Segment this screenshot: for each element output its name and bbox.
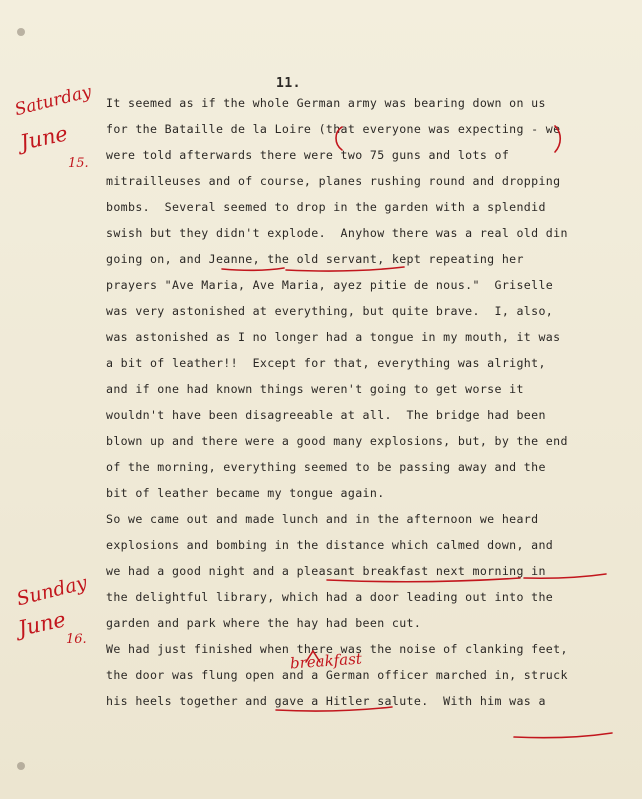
text-line: wouldn't have been disagreeable at all. The bridge had been bbox=[106, 408, 546, 422]
text-line: were told afterwards there were two 75 guns and lots of bbox=[106, 148, 510, 162]
margin-note-date: 16. bbox=[66, 632, 87, 647]
text-line: swish but they didn't explode. Anyhow there was a real old din bbox=[106, 226, 568, 240]
margin-note-sunday: Sunday bbox=[14, 571, 90, 611]
underline-with-him bbox=[514, 733, 612, 738]
text-line: going on, and Jeanne, the old servant, kept repeating her bbox=[106, 252, 524, 266]
insertion-breakfast: breakfast bbox=[289, 649, 363, 673]
text-line: It seemed as if the whole German army was bearing down on us bbox=[106, 96, 546, 110]
text-line: the door was flung open and a German officer marched in, struck bbox=[106, 668, 568, 682]
text-line: a bit of leather!! Except for that, everything was alright, bbox=[106, 356, 546, 370]
text-line: garden and park where the hay had been cut. bbox=[106, 616, 422, 630]
text-line: prayers "Ave Maria, Ave Maria, ayez pitie de nous." Griselle bbox=[106, 278, 554, 292]
punch-hole bbox=[17, 762, 25, 770]
text-line: We had just finished when there was the noise of clanking feet, bbox=[106, 642, 568, 656]
text-line: of the morning, everything seemed to be passing away and the bbox=[106, 460, 546, 474]
text-line: mitrailleuses and of course, planes rushing round and dropping bbox=[106, 174, 561, 188]
text-line: and if one had known things weren't going to get worse it bbox=[106, 382, 524, 396]
text-line: explosions and bombing in the distance which calmed down, and bbox=[106, 538, 554, 552]
margin-note-date: 15. bbox=[68, 156, 89, 171]
text-line: was very astonished at everything, but quite brave. I, also, bbox=[106, 304, 554, 318]
underline-pleasant-breakfast bbox=[327, 578, 520, 582]
underline-jeanne bbox=[222, 268, 284, 270]
punch-hole bbox=[17, 28, 25, 36]
underline-old-servant bbox=[286, 267, 404, 271]
page-number: 11. bbox=[276, 76, 301, 91]
text-line: his heels together and gave a Hitler salute. With him was a bbox=[106, 694, 546, 708]
text-line: blown up and there were a good many explosions, but, by the end bbox=[106, 434, 568, 448]
text-line: bombs. Several seemed to drop in the garden with a splendid bbox=[106, 200, 546, 214]
text-line: bit of leather became my tongue again. bbox=[106, 486, 385, 500]
text-line: we had a good night and a pleasant breakfast next morning in bbox=[106, 564, 546, 578]
text-line: the delightful library, which had a door leading out into the bbox=[106, 590, 554, 604]
text-line: for the Bataille de la Loire (that everyone was expecting - we bbox=[106, 122, 561, 136]
margin-note-june: June bbox=[16, 607, 68, 641]
text-line: So we came out and made lunch and in the afternoon we heard bbox=[106, 512, 539, 526]
margin-note-june: June bbox=[18, 121, 70, 155]
margin-note-saturday: Saturday bbox=[12, 81, 94, 121]
text-line: was astonished as I no longer had a tongue in my mouth, it was bbox=[106, 330, 561, 344]
